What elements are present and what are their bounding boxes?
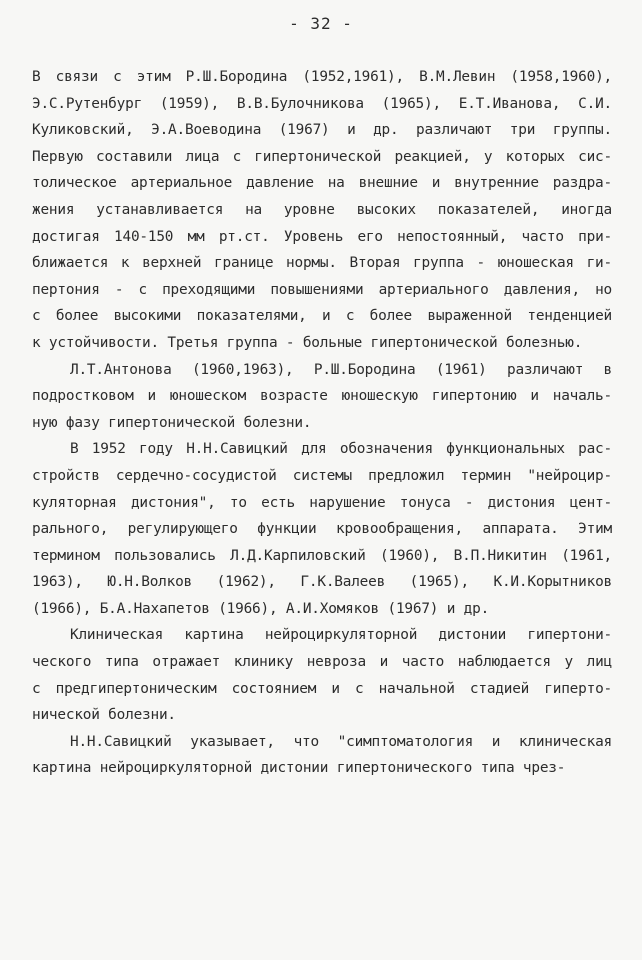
paragraph (32, 357, 612, 437)
text-line: Н.Н.Савицкий указывает, что "симптоматология и клиническая (70, 733, 612, 750)
body-text (32, 64, 612, 782)
text-line: ческого типа отражает клинику невроза и часто наблюдается у лиц (32, 654, 612, 671)
text-line: толическое артериальное давление на внешние и внутренние раздра- (32, 175, 612, 192)
page-number: - 32 - (289, 14, 353, 33)
text-line: с предгипертоническим состоянием и с начальной стадией гиперто- (32, 680, 612, 697)
text-line: куляторная дистония", то есть нарушение тонуса - дистония цент- (32, 494, 612, 511)
text-line: В 1952 году Н.Н.Савицкий для обозначения функциональных рас- (70, 441, 612, 458)
text-line: Э.С.Рутенбург (1959), В.В.Булочникова (1965), Е.Т.Иванова, С.И. (32, 95, 612, 112)
text-line: к устойчивости. Третья группа - больные гипертонической болезнью. (32, 334, 583, 351)
text-line: ную фазу гипертонической болезни. (32, 414, 312, 431)
text-line: (1966), Б.А.Нахапетов (1966), А.И.Хомяков (1967) и др. (32, 600, 490, 617)
text-line: рального, регулирующего функции кровообращения, аппарата. Этим (32, 521, 612, 538)
text-line: картина нейроциркуляторной дистонии гипертонического типа чрез- (32, 760, 566, 777)
text-line: ближается к верхней границе нормы. Вторая группа - юношеская ги- (32, 255, 612, 272)
text-line: пертония - с преходящими повышениями артериального давления, но (32, 281, 612, 298)
text-line: жения устанавливается на уровне высоких показателей, иногда (32, 201, 612, 218)
text-line: Куликовский, Э.А.Воеводина (1967) и др. различают три группы. (32, 122, 612, 139)
paragraph (32, 729, 612, 782)
text-line: Клиническая картина нейроциркуляторной дистонии гипертони- (70, 627, 612, 644)
paragraph (32, 622, 612, 728)
text-line: 1963), Ю.Н.Волков (1962), Г.К.Валеев (1965), К.И.Корытников (32, 574, 612, 591)
text-line: стройств сердечно-сосудистой системы предложил термин "нейроцир- (32, 467, 612, 484)
text-line: Л.Т.Антонова (1960,1963), Р.Ш.Бородина (1961) различают в (70, 361, 612, 378)
text-line: Первую составили лица с гипертонической реакцией, у которых сис- (32, 148, 612, 165)
text-line: с более высокими показателями, и с более выраженной тенденцией (32, 308, 612, 325)
text-line: достигая 140-150 мм рт.ст. Уровень его непостоянный, часто при- (32, 228, 612, 245)
text-line: В связи с этим Р.Ш.Бородина (1952,1961), В.М.Левин (1958,1960), (32, 69, 612, 85)
text-line: нической болезни. (32, 707, 176, 724)
text-line: термином пользовались Л.Д.Карпиловский (1960), В.П.Никитин (1961, (32, 547, 612, 564)
paragraph (32, 64, 612, 357)
text-line: подростковом и юношеском возрасте юношескую гипертонию и началь- (32, 388, 612, 405)
paragraph (32, 436, 612, 622)
